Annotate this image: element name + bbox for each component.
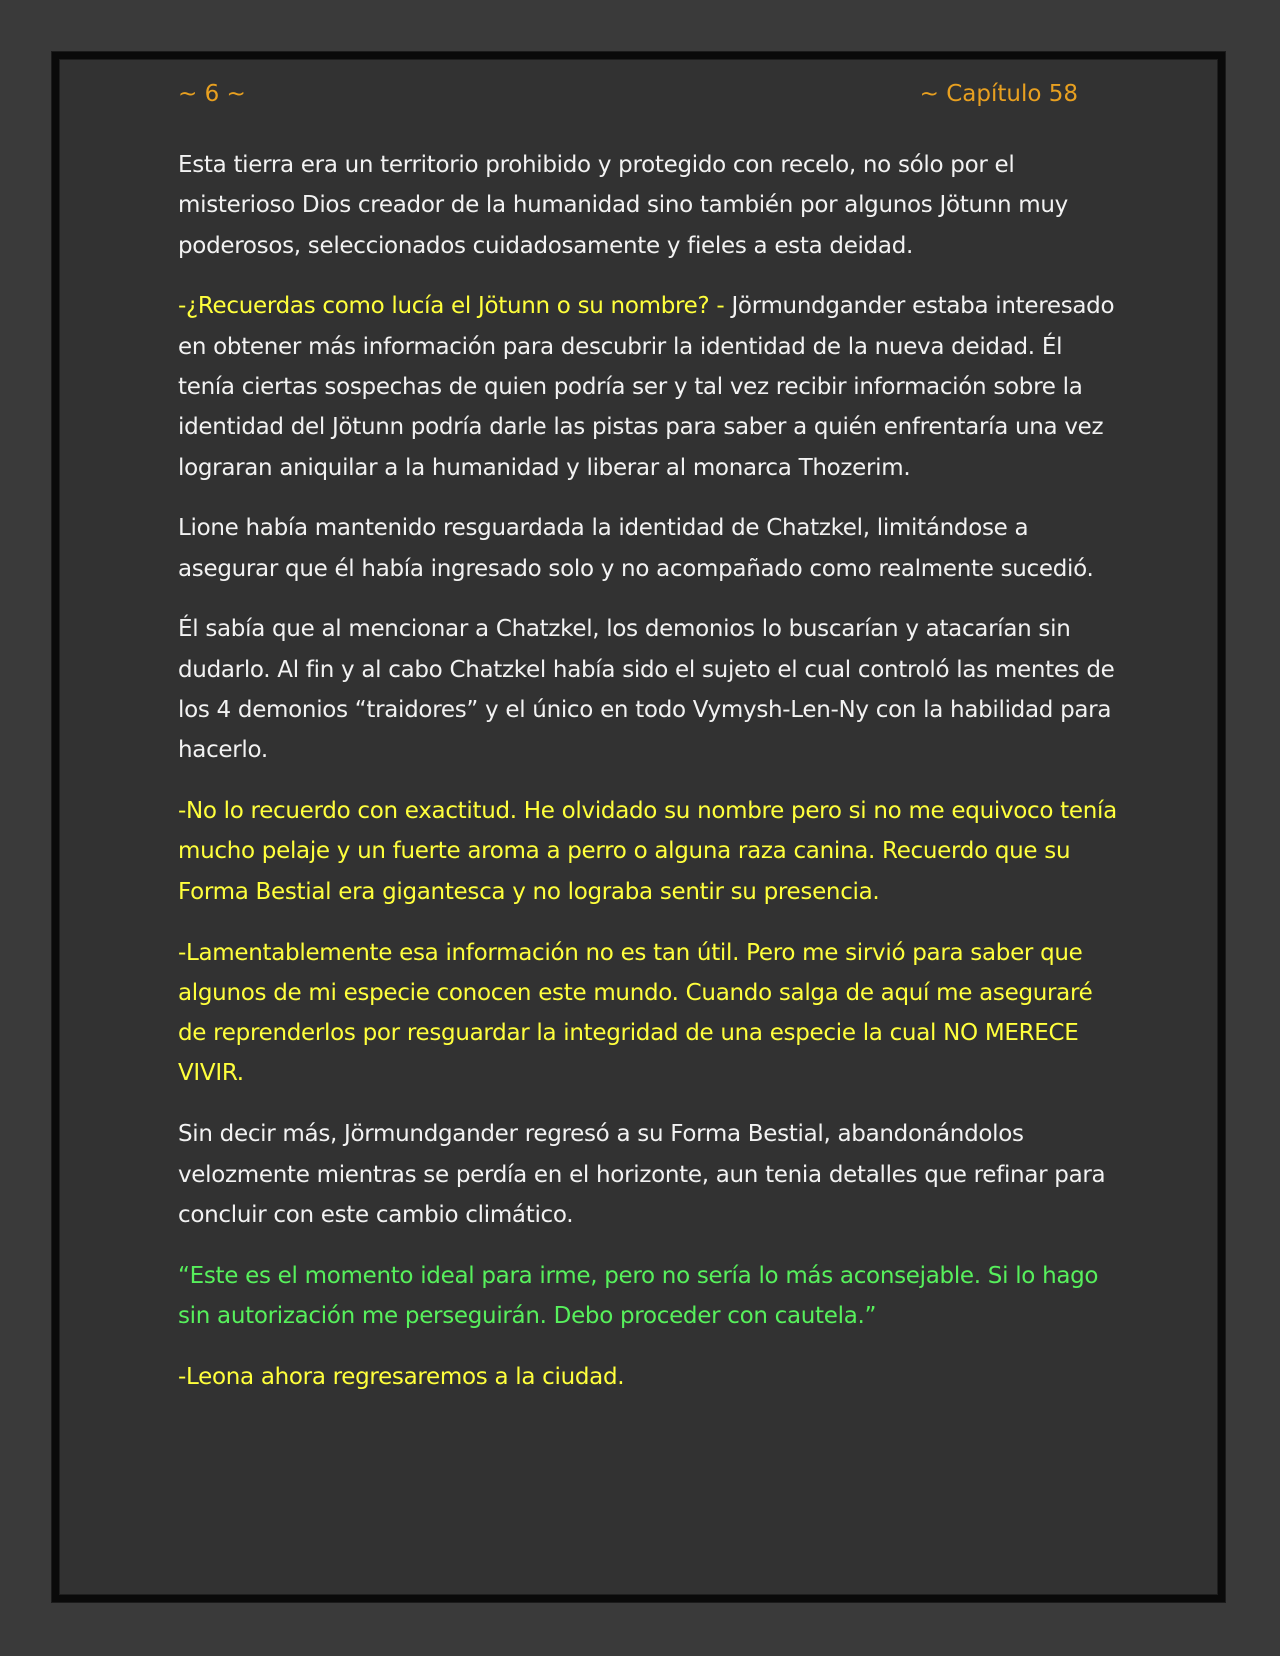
dialogue-paragraph: -No lo recuerdo con exactitud. He olvidado su nombre pero si no me equivoco tenía mucho pelaje y un fuerte aroma a perro o alguna raza canina. Recuerdo que su Forma Bestial era gigantesca y no lograba sentir su presencia. xyxy=(178,798,1117,905)
narration-paragraph: Él sabía que al mencionar a Chatzkel, los demonios lo buscarían y atacarían sin dudarlo. Al fin y al cabo Chatzkel había sido el sujeto el cual controló las mentes de los 4 demonios “traidores” y el único en todo Vymysh-Len-Ny con la habilidad para hacerlo. xyxy=(178,616,1115,764)
narration-text: Jörmundgander estaba interesado en obtener más información para descubrir la identidad de la nueva deidad. Él tenía ciertas sospechas de quien podría ser y tal vez recibir información sobre la identidad del Jötunn podría darle las pistas para saber a quién enfrentaría una vez lograran aniquilar a la humanidad y liberar al monarca Thozerim. xyxy=(178,293,1115,481)
page-body xyxy=(178,145,1118,1418)
dialogue-paragraph: -Lamentablemente esa información no es tan útil. Pero me sirvió para saber que algunos de mi especie conocen este mundo. Cuando salga de aquí me aseguraré de reprenderlos por resguardar la integridad de una especie la cual NO MERECE VIVIR. xyxy=(178,939,1093,1087)
page-number: ~ 6 ~ xyxy=(178,81,246,107)
mixed-paragraph xyxy=(178,286,1118,487)
dialogue-line: -¿Recuerdas como lucía el Jötunn o su nombre? - xyxy=(178,293,725,320)
narration-paragraph: Lione había mantenido resguardada la identidad de Chatzkel, limitándose a asegurar que él había ingresado solo y no acompañado como realmente sucedió. xyxy=(178,515,1094,582)
dialogue-paragraph: -Leona ahora regresaremos a la ciudad. xyxy=(178,1363,625,1390)
chapter-title: ~ Capítulo 58 xyxy=(919,81,1078,107)
page-header xyxy=(178,76,1078,112)
narration-paragraph: Sin decir más, Jörmundgander regresó a su Forma Bestial, abandonándolos velozmente mientras se perdía en el horizonte, aun tenia detalles que refinar para concluir con este cambio climático. xyxy=(178,1121,1106,1228)
thought-paragraph: “Este es el momento ideal para irme, pero no sería lo más aconsejable. Si lo hago sin autorización me perseguirán. Debo proceder con cautela.” xyxy=(178,1262,1099,1329)
narration-paragraph: Esta tierra era un territorio prohibido y protegido con recelo, no sólo por el misterioso Dios creador de la humanidad sino también por algunos Jötunn muy poderosos, seleccionados cuidadosamente y fieles a esta deidad. xyxy=(178,152,1068,259)
